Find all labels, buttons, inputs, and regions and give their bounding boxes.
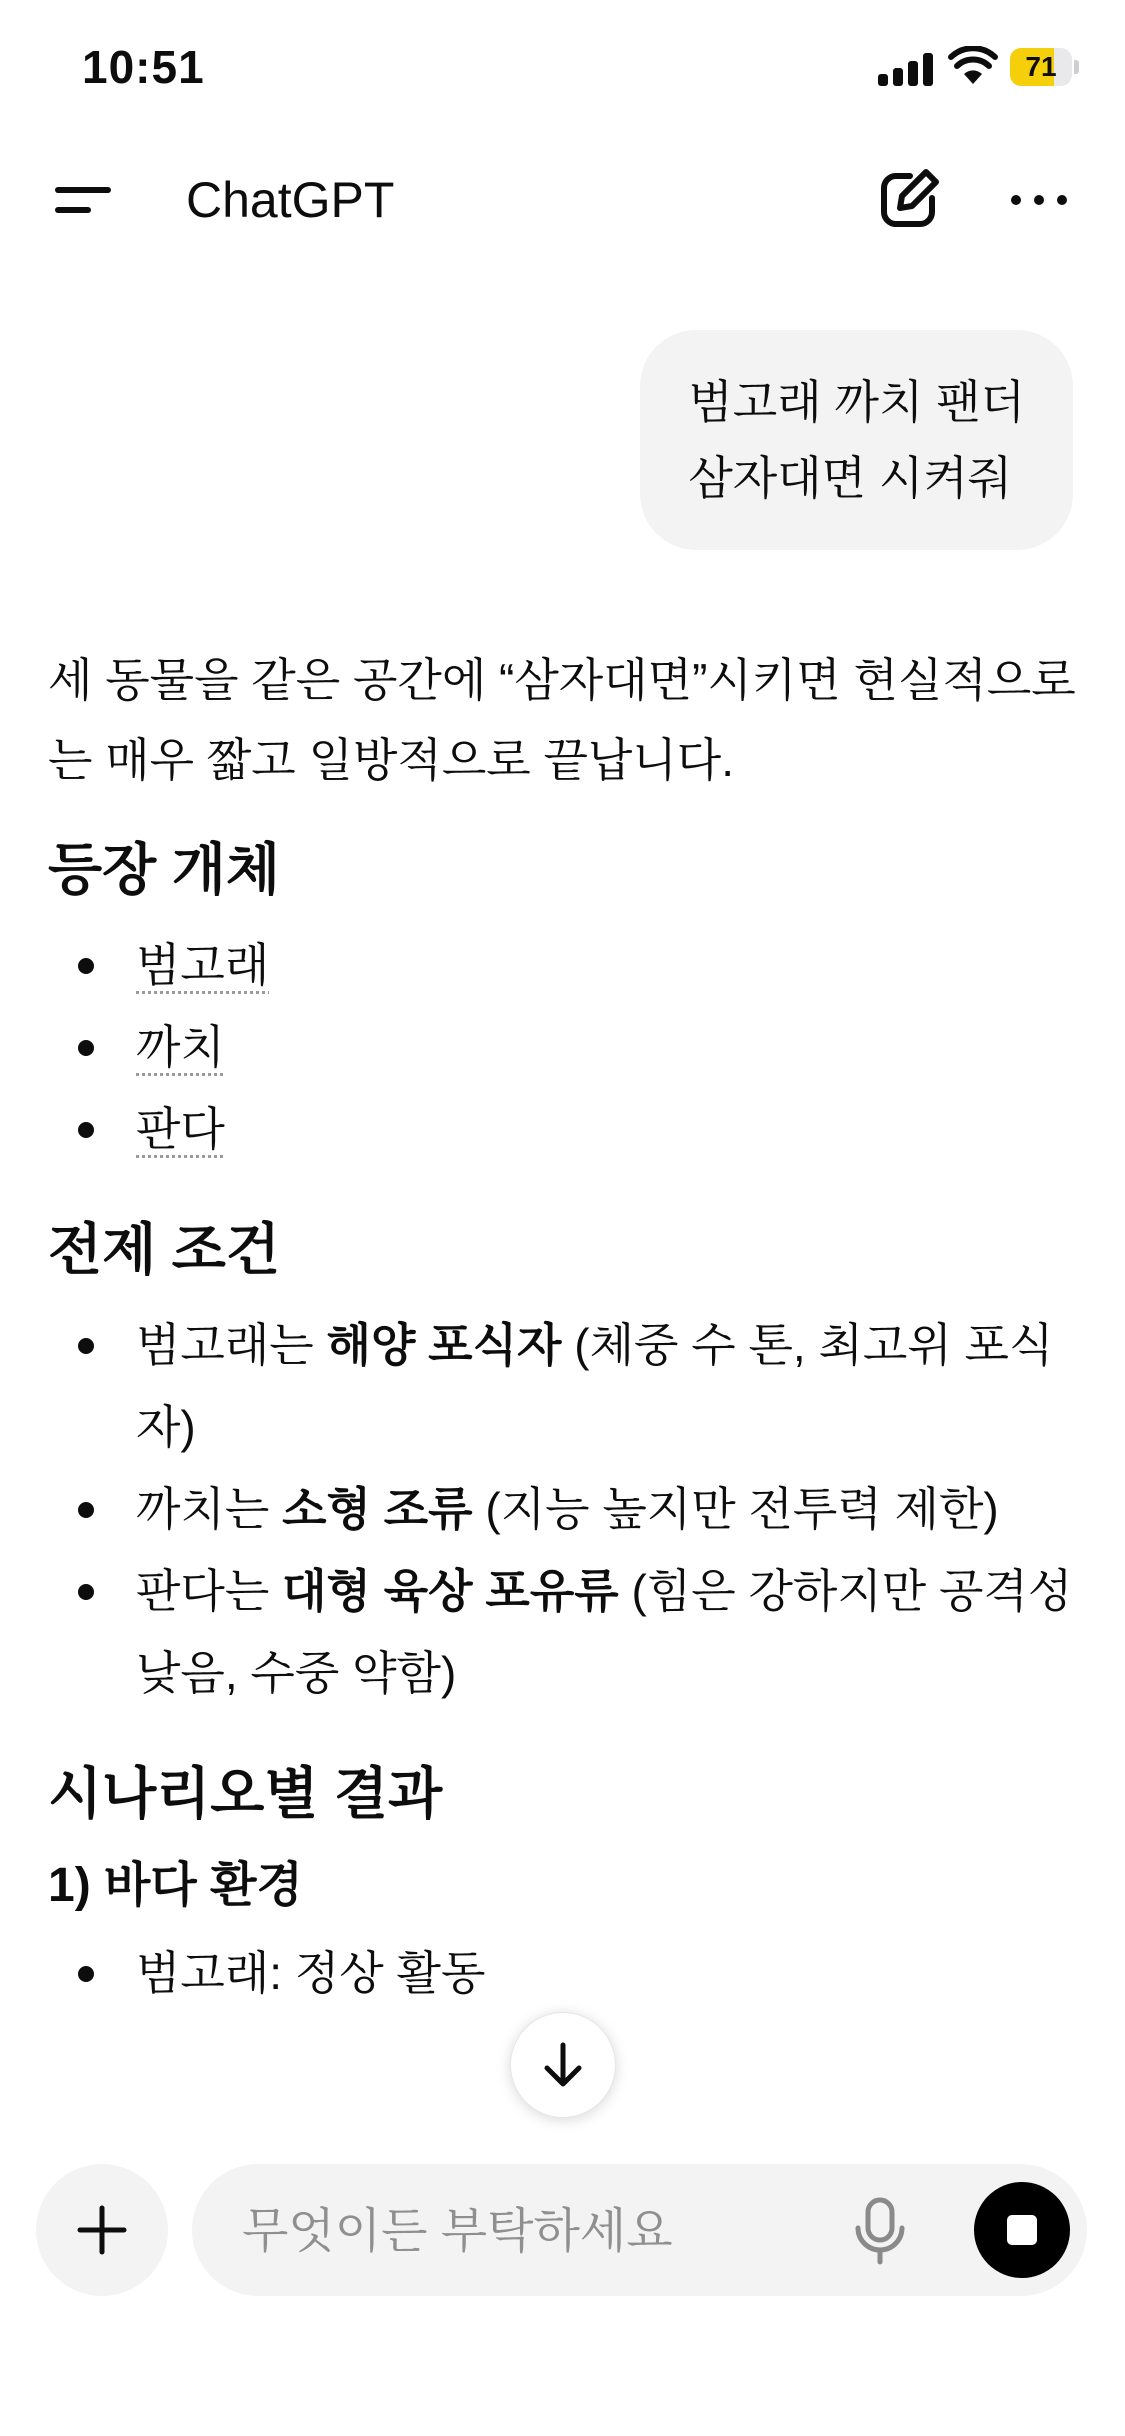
entity-link-panda[interactable]: 판다 (136, 1103, 225, 1155)
entity-list (48, 924, 1078, 1170)
arrow-down-icon (541, 2041, 585, 2089)
battery-percent: 71 (1025, 51, 1057, 82)
condition-list (48, 1304, 1078, 1714)
message-input[interactable] (240, 2164, 804, 2298)
subsection-heading: 1) 바다 환경 (48, 1859, 303, 1912)
more-options-button[interactable] (1004, 170, 1074, 230)
attach-button[interactable] (36, 2164, 168, 2296)
scroll-to-bottom-button[interactable] (510, 2012, 616, 2118)
section-heading: 등장 개체 (48, 838, 280, 901)
list-item: 판다는 대형 육상 포유류 (힘은 강하지만 공격성 낮음, 수중 약함) (48, 1550, 1078, 1714)
section-heading: 전제 조건 (48, 1218, 280, 1281)
cellular-signal-icon (878, 52, 934, 86)
list-item (48, 1088, 1078, 1170)
scenario-list (48, 1932, 1078, 2014)
menu-icon (48, 170, 118, 230)
battery-indicator (1010, 48, 1080, 86)
user-message-bubble: 범고래 까치 팬더 삼자대면 시켜줘 (640, 330, 1073, 550)
stop-icon (1007, 2215, 1037, 2245)
plus-icon (76, 2204, 128, 2256)
list-item: 까치는 소형 조류 (지능 높지만 전투력 제한) (48, 1468, 1078, 1550)
list-item (48, 1006, 1078, 1088)
response-intro: 세 동물을 같은 공간에 “삼자대면”시키면 현실적으로는 매우 짧고 일방적으로 끝납니다. (48, 654, 1076, 786)
app-title[interactable]: ChatGPT (186, 172, 395, 228)
wifi-icon (948, 46, 998, 86)
stop-generating-button[interactable] (974, 2182, 1070, 2278)
entity-link-orca[interactable]: 범고래 (136, 939, 270, 991)
assistant-response (48, 640, 1078, 2044)
list-item: 범고래: 정상 활동 (48, 1932, 1078, 2014)
section-heading: 시나리오별 결과 (48, 1762, 443, 1825)
voice-input-button[interactable] (848, 2196, 912, 2266)
message-composer (192, 2164, 1087, 2296)
list-item: 범고래는 해양 포식자 (체중 수 톤, 최고위 포식자) (48, 1304, 1078, 1468)
menu-button[interactable] (48, 170, 118, 230)
app-header (0, 140, 1125, 260)
entity-link-magpie[interactable]: 까치 (136, 1021, 225, 1073)
list-item (48, 924, 1078, 1006)
more-icon (1004, 170, 1074, 230)
new-chat-button[interactable] (874, 164, 944, 234)
status-time: 10:51 (82, 41, 205, 93)
status-bar (0, 0, 1125, 140)
microphone-icon (848, 2196, 912, 2266)
new-chat-icon (874, 164, 944, 234)
